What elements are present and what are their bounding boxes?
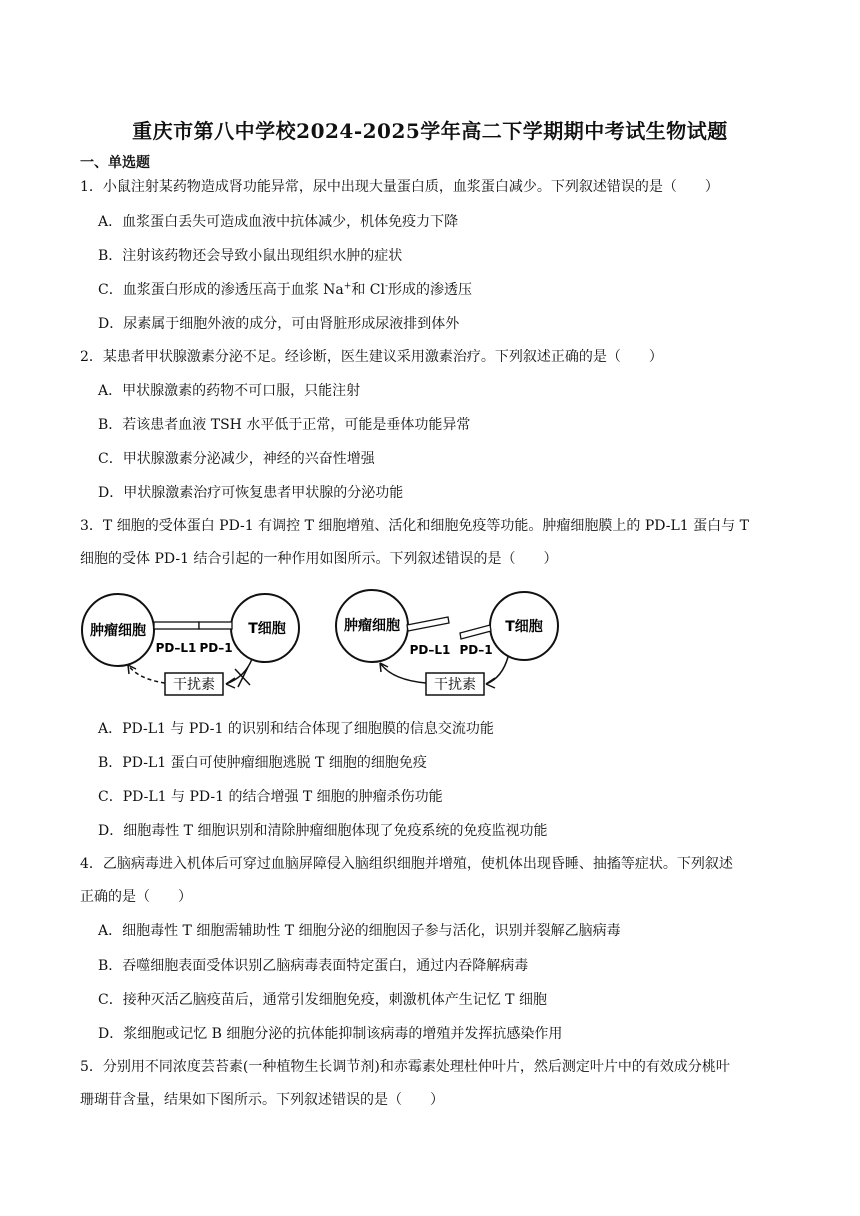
pdl1-receptor-right [407, 617, 449, 631]
question-4-option-c: C．接种灭活乙脑疫苗后，通常引发细胞免疫，刺激机体产生记忆 T 细胞 [98, 992, 547, 1008]
option-c-text-part2: 和 Cl [351, 282, 385, 298]
question-3-option-a: A．PD-L1 与 PD-1 的识别和结合体现了细胞膜的信息交流功能 [98, 721, 494, 737]
block-mark-icon [235, 667, 250, 687]
question-3-stem-line1: 3．T 细胞的受体蛋白 PD-1 有调控 T 细胞增殖、活化和细胞免疫等功能。肿瘤细胞膜上的 PD-L1 蛋白与 T [80, 518, 749, 534]
pd1-receptor-right [460, 625, 491, 639]
question-4-option-a: A．细胞毒性 T 细胞需辅助性 T 细胞分泌的细胞因子参与活化，识别并裂解乙脑病毒 [98, 923, 621, 939]
question-3-stem-line2: 细胞的受体 PD-1 结合引起的一种作用如图所示。下列叙述错误的是（ ） [80, 551, 558, 567]
pd1-label-left: PD–1 [199, 641, 233, 655]
pdl1-receptor-left [154, 622, 199, 629]
arrow-head-right [486, 678, 495, 688]
blocked-arrow-left [226, 659, 252, 684]
question-1-option-d: D．尿素属于细胞外液的成分，可由肾脏形成尿液排到体外 [98, 316, 460, 332]
question-1-option-b: B．注射该药物还会导致小鼠出现组织水肿的症状 [98, 248, 403, 264]
question-1-stem: 1．小鼠注射某药物造成肾功能异常，尿中出现大量蛋白质，血浆蛋白减少。下列叙述错误的是（ ） [80, 179, 719, 195]
question-4-stem-line2: 正确的是（ ） [80, 889, 192, 905]
question-3-option-c: C．PD-L1 与 PD-1 的结合增强 T 细胞的肿瘤杀伤功能 [98, 789, 443, 805]
interferon-label-left: 干扰素 [173, 677, 215, 693]
sodium-charge: + [343, 281, 352, 292]
pd1-label-right: PD–1 [459, 643, 493, 657]
signal-arrow-right [486, 657, 508, 684]
question-5-stem-line2: 珊瑚苷含量，结果如下图所示。下列叙述错误的是（ ） [80, 1092, 444, 1108]
t-cell-label-right: T细胞 [505, 619, 543, 635]
question-1-option-c [98, 280, 472, 300]
arrow-head-left [226, 678, 235, 688]
question-4-option-d: D．浆细胞或记忆 B 细胞分泌的抗体能抑制该病毒的增殖并发挥抗感染作用 [98, 1026, 563, 1042]
page-title: 重庆市第八中学校2024-2025学年高二下学期期中考试生物试题 [132, 119, 728, 143]
question-3-option-b: B．PD-L1 蛋白可使肿瘤细胞逃脱 T 细胞的细胞免疫 [98, 755, 427, 771]
question-2-option-b: B．若该患者血液 TSH 水平低于正常，可能是垂体功能异常 [98, 417, 471, 433]
tumor-cell-label-left: 肿瘤细胞 [90, 623, 146, 639]
option-c-text-part3: 形成的渗透压 [388, 282, 472, 298]
question-5-stem-line1: 5．分别用不同浓度芸苔素(一种植物生长调节剂)和赤霉素处理杜仲叶片，然后测定叶片中的有效成分桃叶 [80, 1059, 730, 1075]
question-4-stem-line1: 4．乙脑病毒进入机体后可穿过血脑屏障侵入脑组织细胞并增殖，使机体出现昏睡、抽搐等症状。下列叙述 [80, 856, 733, 872]
question-1-option-a: A．血浆蛋白丢失可造成血液中抗体减少，机体免疫力下降 [98, 214, 459, 230]
t-cell-label-left: T细胞 [248, 621, 286, 637]
pd1-receptor-left [199, 622, 232, 629]
option-c-text-part1: C．血浆蛋白形成的渗透压高于血浆 Na [98, 282, 344, 298]
question-2-stem: 2．某患者甲状腺激素分泌不足。经诊断，医生建议采用激素治疗。下列叙述正确的是（ ） [80, 349, 663, 365]
question-2-option-d: D．甲状腺激素治疗可恢复患者甲状腺的分泌功能 [98, 485, 404, 501]
chloride-charge: - [384, 281, 388, 292]
tumor-cell-label-right: 肿瘤细胞 [344, 618, 400, 634]
section-heading: 一、单选题 [80, 155, 150, 171]
question-4-option-b: B．吞噬细胞表面受体识别乙脑病毒表面特定蛋白，通过内吞降解病毒 [98, 958, 529, 974]
pd1-interaction-figure [80, 585, 543, 705]
question-2-option-c: C．甲状腺激素分泌减少，神经的兴奋性增强 [98, 451, 375, 467]
pdl1-label-left: PD–L1 [155, 641, 197, 655]
interferon-label-right: 干扰素 [434, 677, 476, 693]
question-3-option-d: D．细胞毒性 T 细胞识别和清除肿瘤细胞体现了免疫系统的免疫监视功能 [98, 823, 548, 839]
pdl1-label-right: PD–L1 [409, 643, 451, 657]
question-2-option-a: A．甲状腺激素的药物不可口服，只能注射 [98, 383, 361, 399]
